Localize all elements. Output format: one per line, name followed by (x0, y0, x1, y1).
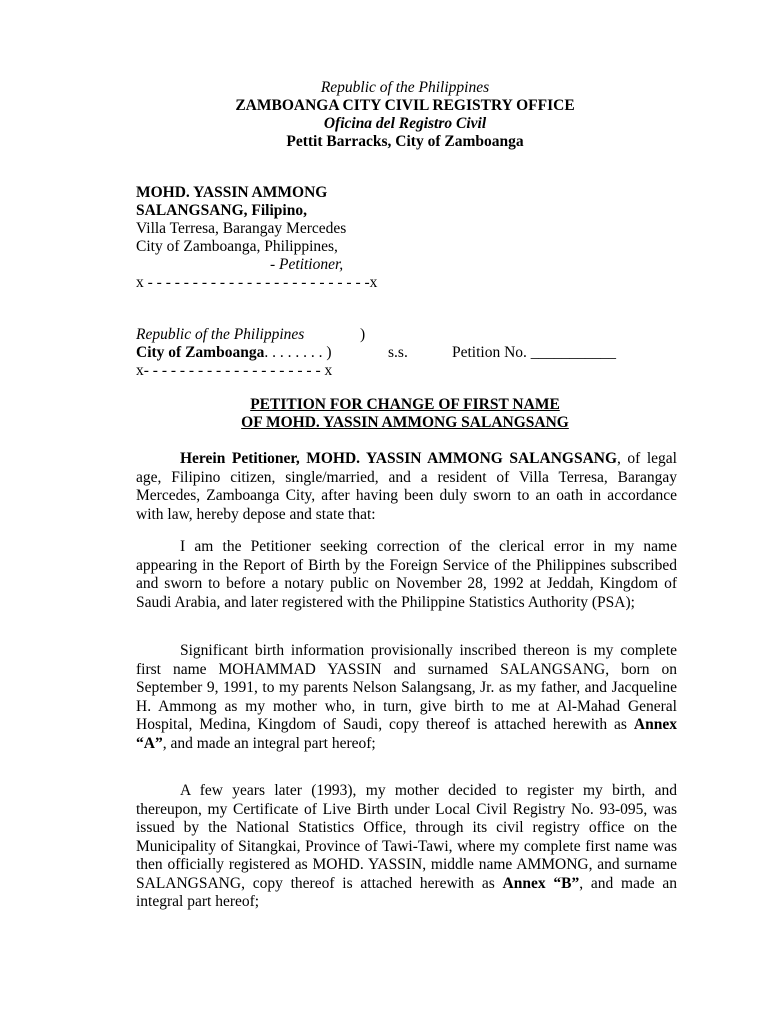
venue-separator: x- - - - - - - - - - - - - - - - - - - - x (136, 362, 333, 379)
paragraph-2 (136, 538, 677, 612)
paragraph-1-text: , of legal age, Filipino citizen, single/married, and a resident of Villa Terresa, Barangay Mercedes, Zamboanga City, after having been duly sworn to an oath in accordance with law, hereby depose and state that: (136, 450, 677, 523)
paragraph-3 (136, 642, 677, 753)
annex-b-label: Annex “B” (502, 874, 580, 892)
venue-ss: s.s. (388, 344, 408, 361)
paragraph-1 (136, 450, 677, 524)
venue-paren: ) (360, 326, 366, 343)
venue-city-dots: . . . . . . . . ) (264, 344, 332, 361)
petitioner-address2: City of Zamboanga, Philippines, (136, 238, 338, 255)
petition-number: Petition No. ___________ (452, 344, 617, 361)
venue-city-line (136, 344, 332, 362)
petitioner-address1: Villa Terresa, Barangay Mercedes (136, 220, 347, 237)
paragraph-3-text: Significant birth information provisionally inscribed thereon is my complete first name MOHAMMAD YASSIN and surnamed SALANGSANG, born on September 9, 1991, to my parents Nelson Salangsang, Jr. as my father, and Jacqueline H. Ammong as my mother who, in turn, give birth to me at Al-Mahad General Hospital, Medina, Kingdom of Saudi, copy thereof is attached herewith as (136, 642, 677, 733)
petition-title-line1: PETITION FOR CHANGE OF FIRST NAME (250, 396, 560, 413)
paragraph-4-text: A few years later (1993), my mother decided to register my birth, and thereupon, my Certificate of Live Birth under Local Civil Registry No. 93-095, was issued by the National Statistics Office, through its civil registry office on the Municipality of Sitangkai, Province of Tawi-Tawi, where my complete first name was then officially registered as MOHD. YASSIN, middle name AMMONG, and surname SALANGSANG, copy thereof is attached herewith as (136, 782, 677, 892)
venue-republic: Republic of the Philippines (136, 326, 305, 343)
petitioner-name-line2: SALANGSANG, Filipino, (136, 202, 307, 219)
paragraph-4-end: , and made an integral part hereof; (136, 874, 677, 910)
petition-title-line2: OF MOHD. YASSIN AMMONG SALANGSANG (241, 414, 569, 431)
petitioner-name-bold: Herein Petitioner, MOHD. YASSIN AMMONG SALANGSANG (180, 450, 618, 467)
header-republic: Republic of the Philippines (320, 79, 490, 96)
paragraph-2-text: I am the Petitioner seeking correction of the clerical error in my name appearing in the Report of Birth by the Foreign Service of the Philippines subscribed and sworn to before a notary public on November 28, 1992 at Jeddah, Kingdom of Saudi Arabia, and later registered with the Philippine Statistics Authority (PSA); (136, 538, 677, 611)
petitioner-name-line1: MOHD. YASSIN AMMONG (136, 184, 328, 201)
paragraph-4 (136, 782, 677, 912)
paragraph-3-end: , and made an integral part hereof; (162, 734, 376, 752)
petitioner-separator: x - - - - - - - - - - - - - - - - - - - - - - - - -x (136, 274, 378, 291)
header-office: ZAMBOANGA CITY CIVIL REGISTRY OFFICE (235, 97, 575, 114)
venue-city: City of Zamboanga (136, 344, 265, 361)
petitioner-role: - Petitioner, (270, 256, 344, 273)
annex-a-label: Annex “A” (136, 716, 677, 752)
header-office-spanish: Oficina del Registro Civil (323, 115, 487, 132)
header-address: Pettit Barracks, City of Zamboanga (286, 133, 524, 150)
